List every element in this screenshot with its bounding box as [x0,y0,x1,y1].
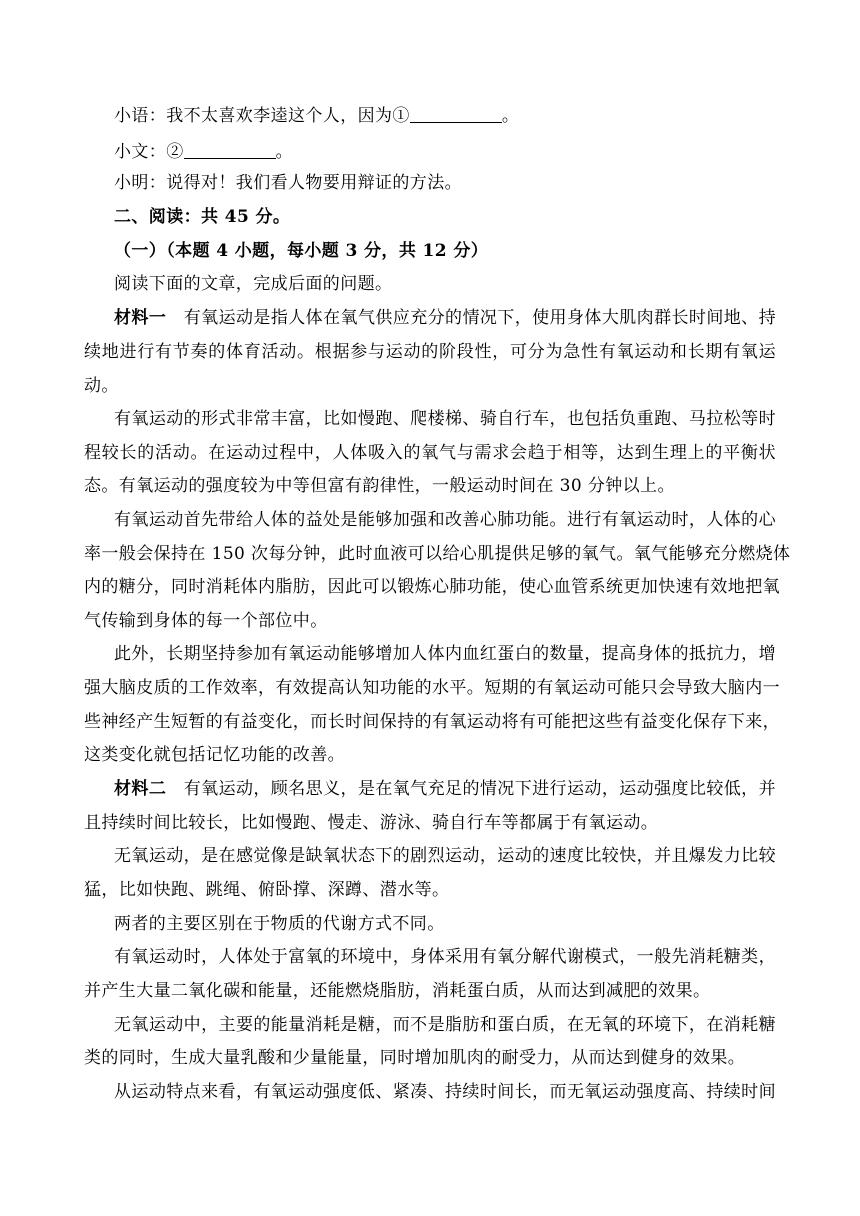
xiaoyu-suffix: 。 [501,106,520,126]
material1-line: 强大脑皮质的工作效率，有效提高认知功能的水平。短期的有氧运动可能只会导致大脑内一 [84,678,780,698]
material1-line: 程较长的活动。在运动过程中，人体吸入的氧气与需求会趋于相等，达到生理上的平衡状 [84,443,776,463]
material2-line [114,777,776,801]
material1-label: 材料一 [114,308,167,328]
material2-line: 类的同时，生成大量乳酸和少量能量，同时增加肌肉的耐受力，从而达到健身的效果。 [84,1048,746,1068]
section-sub-heading: （一）（本题 4 小题，每小题 3 分，共 12 分） [114,241,489,261]
answer-blank-1[interactable] [410,106,502,123]
material2-line: 无氧运动中，主要的能量消耗是糖，而不是脂肪和蛋白质，在无氧的环境下，在消耗糖 [114,1015,776,1035]
material2-line: 从运动特点来看，有氧运动强度低、紧凑、持续时间长，而无氧运动强度高、持续时间 [114,1082,776,1102]
material1-line: 气传输到身体的每一个部位中。 [84,611,328,631]
material1-line: 有氧运动首先带给人体的益处是能够加强和改善心肺功能。进行有氧运动时，人体的心 [114,510,776,530]
material1-line: 这类变化就包括记忆功能的改善。 [84,745,345,765]
dialogue-xiaoyu [114,104,519,128]
material1-line: 态。有氧运动的强度较为中等但富有韵律性，一般运动时间在 30 分钟以上。 [84,476,675,496]
material1-line [114,306,776,330]
xiaowen-text: 小文：② [114,142,184,162]
dialogue-xiaoming: 小明：说得对！我们看人物要用辩证的方法。 [114,173,462,193]
material2-line: 且持续时间比较长，比如慢跑、慢走、游泳、骑自行车等都属于有氧运动。 [84,813,659,833]
material2-line: 并产生大量二氧化碳和能量，还能燃烧脂肪，消耗蛋白质，从而达到减肥的效果。 [84,981,711,1001]
material1-line: 此外，长期坚持参加有氧运动能够增加人体内血红蛋白的数量，提高身体的抵抗力，增 [114,644,776,664]
material1-line: 有氧运动的形式非常丰富，比如慢跑、爬楼梯、骑自行车，也包括负重跑、马拉松等时 [114,409,776,429]
section-heading: 二、阅读：共 45 分。 [114,207,291,227]
material2-line: 两者的主要区别在于物质的代谢方式不同。 [114,914,445,934]
material1-line: 率一般会保持在 150 次每分钟，此时血液可以给心肌提供足够的氧气。氧气能够充分燃烧体 [84,544,791,564]
material2-line: 猛，比如快跑、跳绳、俯卧撑、深蹲、潜水等。 [84,880,450,900]
material2-line: 有氧运动时，人体处于富氧的环境中，身体采用有氧分解代谢模式，一般先消耗糖类， [114,947,776,967]
material1-line: 内的糖分，同时消耗体内脂肪，因此可以锻炼心肺功能，使心血管系统更加快速有效地把氧 [84,577,780,597]
material2-label: 材料二 [114,779,167,799]
reading-instruction: 阅读下面的文章，完成后面的问题。 [114,274,393,294]
material2-text: 有氧运动，顾名思义，是在氧气充足的情况下进行运动，运动强度比较低，并 [183,779,776,799]
material1-text: 有氧运动是指人体在氧气供应充分的情况下，使用身体大肌肉群长时间地、持 [183,308,776,328]
material1-line: 续地进行有节奏的体育活动。根据参与运动的阶段性，可分为急性有氧运动和长期有氧运 [84,342,776,362]
material2-line: 无氧运动，是在感觉像是缺氧状态下的剧烈运动，运动的速度比较快，并且爆发力比较 [114,846,776,866]
xiaowen-suffix: 。 [275,142,294,162]
material1-line: 些神经产生短暂的有益变化，而长时间保持的有氧运动将有可能把这些有益变化保存下来， [84,712,780,732]
dialogue-xiaowen [114,140,293,164]
material1-line: 动。 [84,376,119,396]
xiaoyu-text: 小语：我不太喜欢李逵这个人，因为① [114,106,410,126]
answer-blank-2[interactable] [184,142,276,159]
